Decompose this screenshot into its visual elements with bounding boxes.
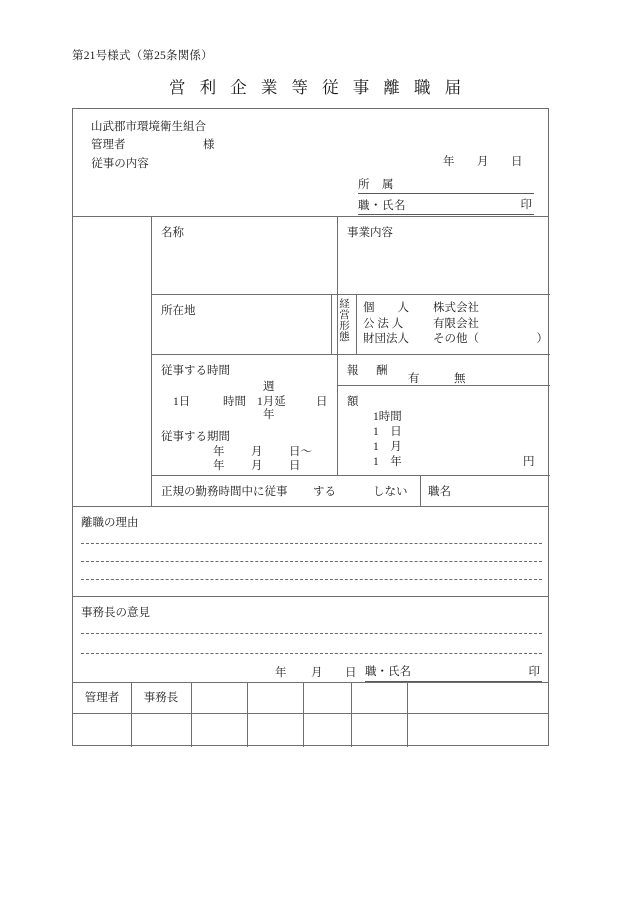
amount-row-year: 1 年 <box>373 456 402 468</box>
management-option-right[interactable]: その他（ ） <box>433 333 548 346</box>
addressee-organization: 山武郡市環境衛生組合 <box>91 121 206 133</box>
management-form-char-1: 経 <box>339 299 350 310</box>
management-form-char-3: 形 <box>339 321 350 333</box>
period-to-year: 年 <box>213 460 225 472</box>
hours-label: 従事する時間 <box>161 365 230 377</box>
addressee-role: 管理者 <box>91 138 126 151</box>
approval-cell[interactable] <box>191 713 247 747</box>
date-year-label: 年 <box>443 156 455 168</box>
submission-date <box>443 154 523 171</box>
approval-cell[interactable] <box>131 713 191 747</box>
rule-keiei-left <box>331 294 332 354</box>
period-to-day: 日 <box>289 460 301 472</box>
rule-address-bottom <box>151 354 550 355</box>
period-from-month: 月 <box>251 446 263 458</box>
hours-year-label: 年 <box>263 409 275 421</box>
affiliation-field[interactable] <box>358 177 534 194</box>
opinion-date-year: 年 <box>275 667 287 679</box>
rule-jyuji-right <box>151 216 152 506</box>
approval-header-chief: 事務長 <box>143 692 179 704</box>
hours-week-label: 週 <box>263 381 275 393</box>
seal-icon: 印 <box>520 199 532 211</box>
management-option-row[interactable] <box>363 332 548 348</box>
company-name-label: 名称 <box>161 227 184 239</box>
opinion-seal-icon: 印 <box>528 666 540 678</box>
engagement-section-label: 従事の内容 <box>91 158 149 170</box>
amount-row-month: 1 月 <box>373 441 402 453</box>
management-option-row[interactable] <box>363 317 548 333</box>
business-content-label: 事業内容 <box>347 227 393 239</box>
opinion-date-day: 日 <box>345 667 357 679</box>
date-month-label: 月 <box>477 156 489 168</box>
opinion-name-field[interactable] <box>365 665 542 682</box>
rule-name-bottom <box>151 294 550 295</box>
hours-per-day-label: 1日 <box>173 396 191 408</box>
regular-hours-no-option[interactable]: しない <box>373 486 408 498</box>
reward-label: 報 酬 <box>347 365 391 377</box>
date-day-label: 日 <box>511 156 523 168</box>
address-label: 所在地 <box>161 305 196 317</box>
opinion-write-line[interactable] <box>81 653 542 654</box>
period-from-year: 年 <box>213 446 225 458</box>
rule-engagement-top <box>73 216 548 217</box>
reward-no-option[interactable]: 無 <box>454 373 466 385</box>
reason-write-line[interactable] <box>81 561 542 562</box>
management-option-left[interactable]: 公 法 人 <box>363 317 404 330</box>
management-form-char-4: 態 <box>339 332 350 344</box>
period-from-day: 日〜 <box>289 446 312 458</box>
rule-jobtitle-left <box>420 475 421 506</box>
approval-cell[interactable] <box>73 713 131 747</box>
regular-hours-label: 正規の勤務時間中に従事 <box>161 486 288 498</box>
management-form-char-2: 営 <box>339 310 350 322</box>
reward-yes-option[interactable]: 有 <box>408 373 420 385</box>
reason-write-line[interactable] <box>81 579 542 580</box>
approval-cell[interactable] <box>247 713 303 747</box>
reason-write-line[interactable] <box>81 543 542 544</box>
opinion-date-month: 月 <box>311 667 323 679</box>
job-title-label: 職名 <box>428 486 451 498</box>
amount-row-day: 1 日 <box>373 426 402 438</box>
rule-reason-bottom <box>73 596 548 597</box>
name-field[interactable] <box>358 198 534 215</box>
rule-hours-bottom <box>151 475 550 476</box>
rule-hours-right <box>337 354 338 475</box>
amount-label: 額 <box>347 396 359 408</box>
opinion-write-line[interactable] <box>81 633 542 634</box>
addressee-block <box>91 119 215 153</box>
addressee-honorific: 様 <box>203 138 215 151</box>
management-option-left[interactable]: 財団法人 <box>363 333 409 346</box>
hours-days-unit-label: 日 <box>316 396 328 408</box>
rule-regular-bottom <box>73 506 548 507</box>
form-frame <box>72 108 549 746</box>
management-form-label <box>335 299 354 344</box>
approval-cell[interactable] <box>407 713 550 747</box>
rule-reward-bottom <box>337 385 550 386</box>
opinion-label: 事務長の意見 <box>81 607 150 619</box>
name-label: 職・氏名 <box>358 200 406 212</box>
reason-label: 離職の理由 <box>81 517 139 529</box>
opinion-name-label: 職・氏名 <box>365 666 411 678</box>
amount-currency-label: 円 <box>523 456 535 468</box>
approval-header-manager: 管理者 <box>84 692 120 704</box>
management-options-table <box>363 301 548 348</box>
management-option-left[interactable]: 個 人 <box>363 302 409 314</box>
management-option-right[interactable]: 有限会社 <box>433 317 479 330</box>
form-number: 第21号様式（第25条関係） <box>72 50 213 62</box>
applicant-signature-block <box>358 177 534 215</box>
management-option-row[interactable] <box>363 301 548 317</box>
hours-unit-label: 時間 <box>223 396 246 408</box>
amount-row-hour: 1時間 <box>373 411 402 423</box>
hours-month-label: 1月延 <box>257 396 286 408</box>
approval-cell[interactable] <box>303 713 351 747</box>
approval-cell[interactable] <box>351 713 407 747</box>
rule-opinion-bottom <box>73 682 548 683</box>
page-title: 営 利 企 業 等 従 事 離 職 届 <box>168 78 467 97</box>
period-label: 従事する期間 <box>161 431 230 443</box>
period-to-month: 月 <box>251 460 263 472</box>
affiliation-label: 所 属 <box>358 179 394 191</box>
rule-keiei-right <box>356 294 357 354</box>
management-option-right[interactable]: 株式会社 <box>433 302 479 314</box>
regular-hours-yes-option[interactable]: する <box>313 486 336 498</box>
